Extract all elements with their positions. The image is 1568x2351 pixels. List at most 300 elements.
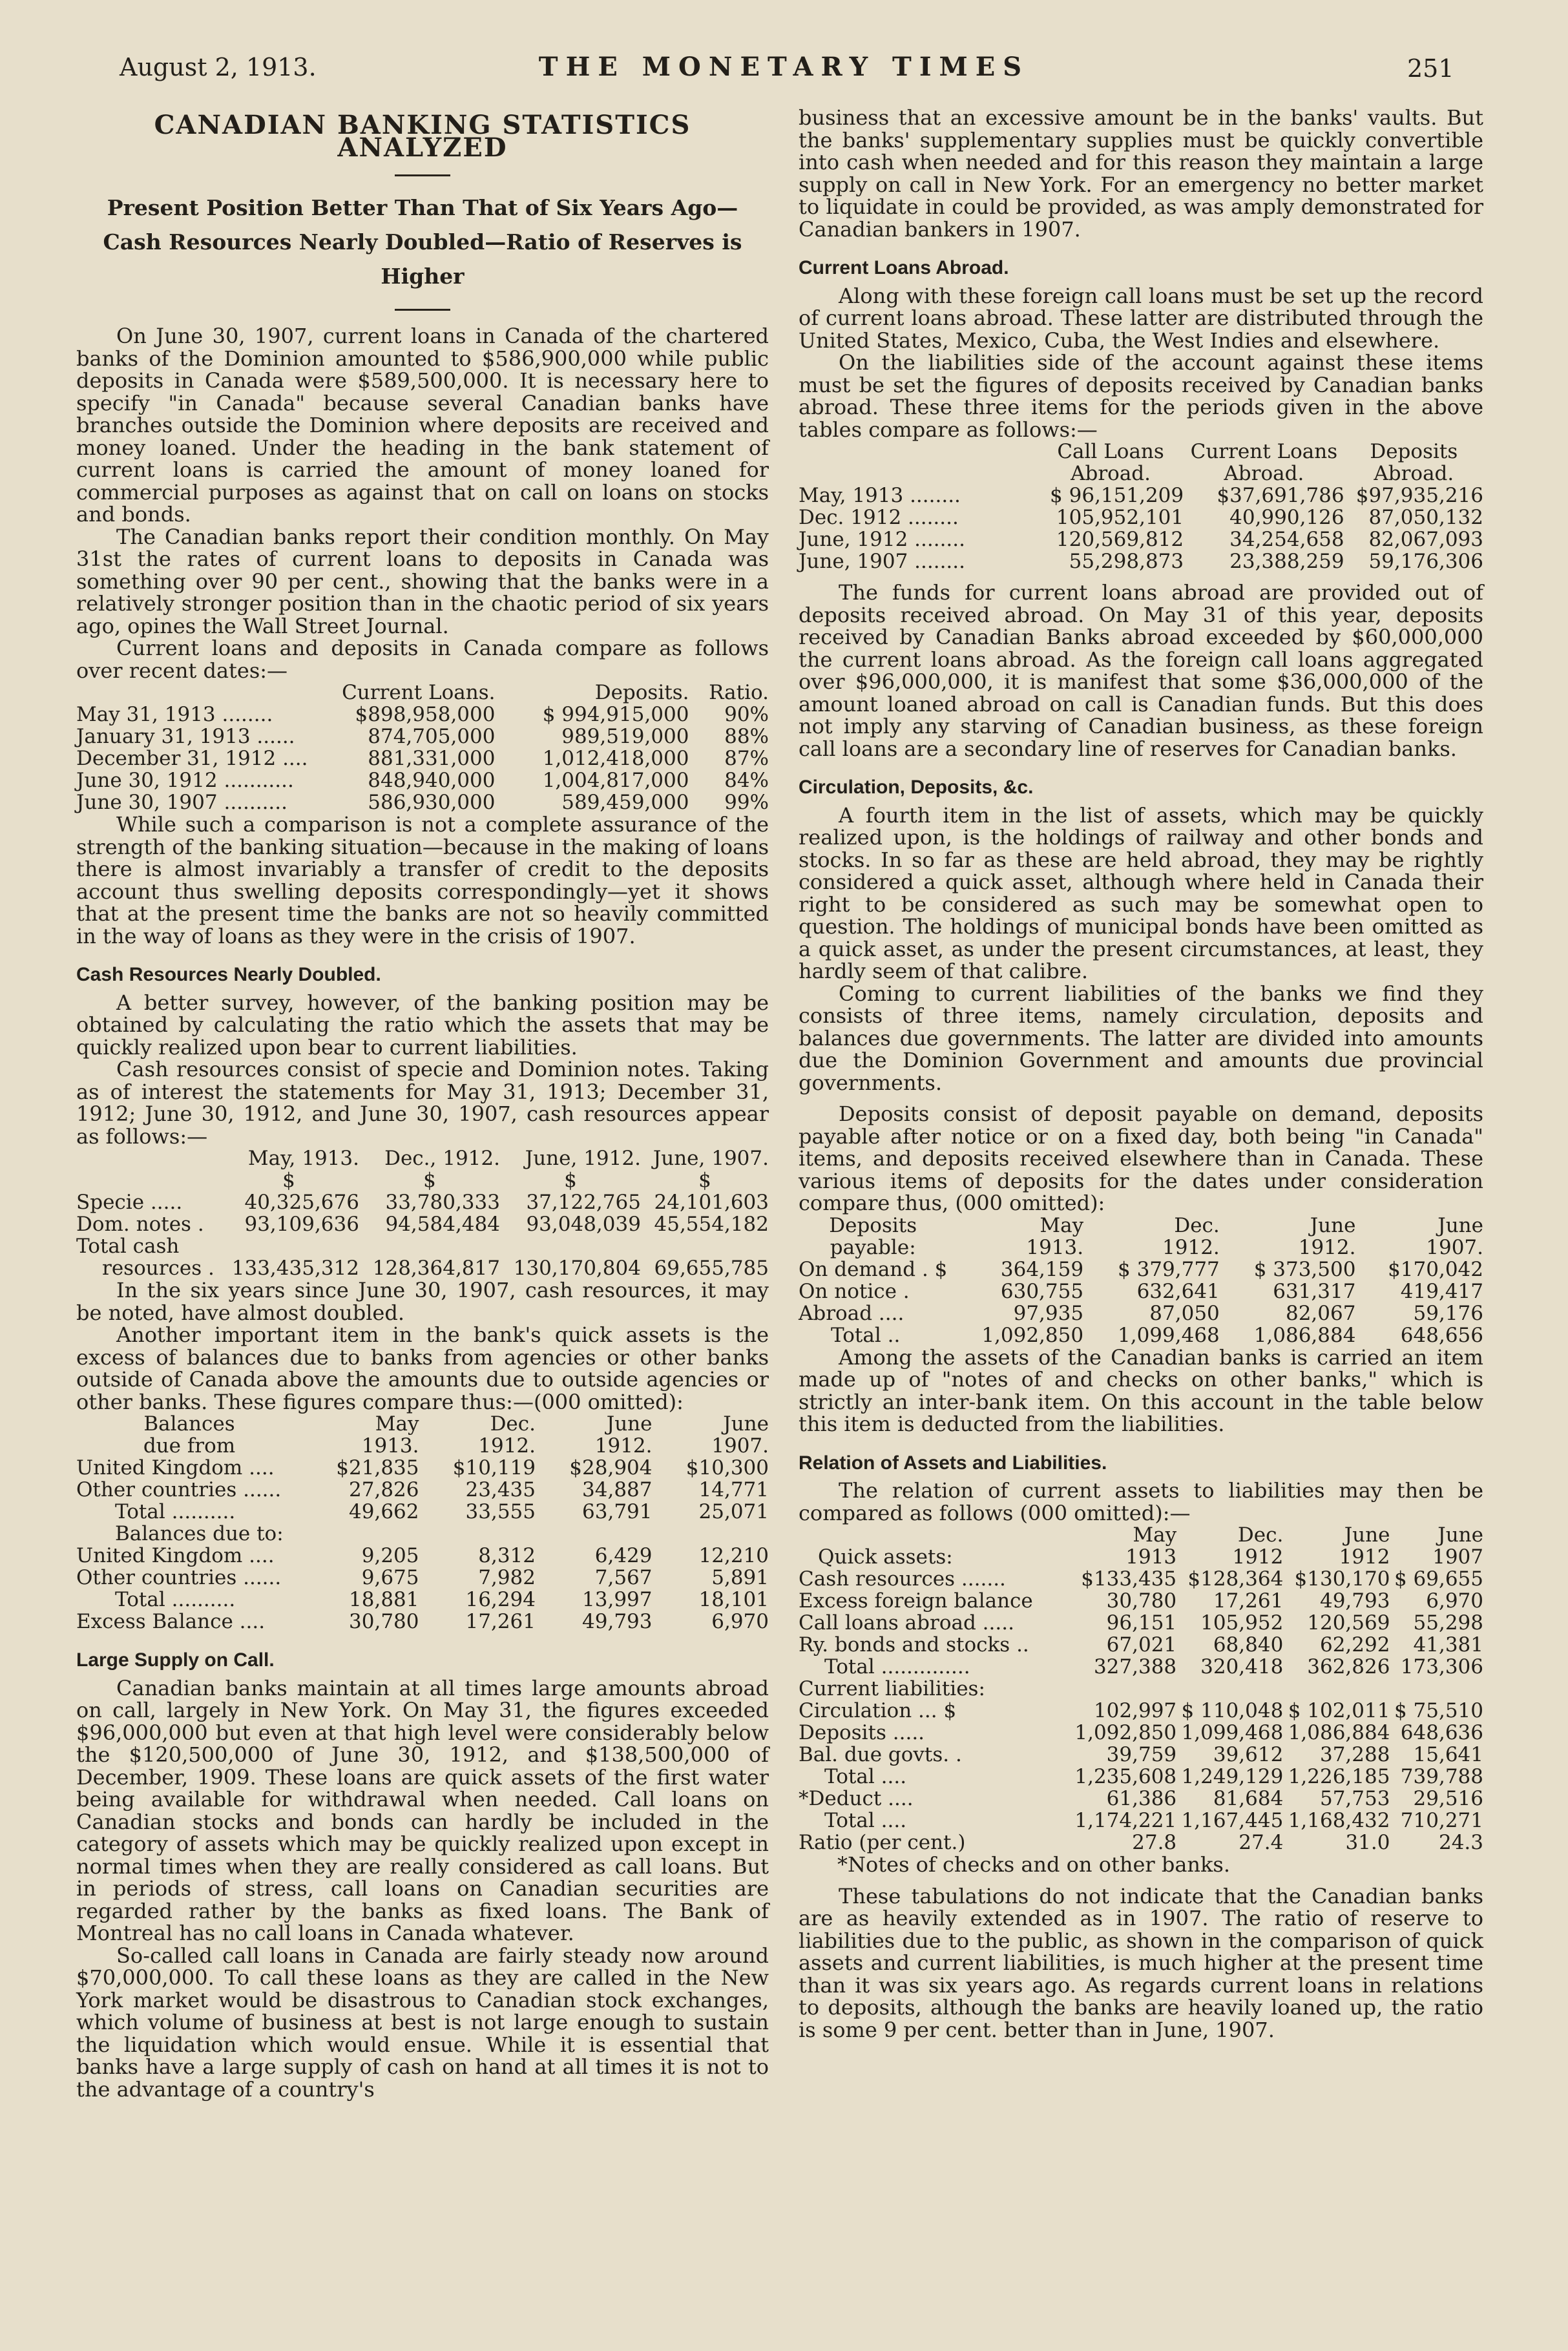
- table-cell: 59,176,306: [1368, 550, 1483, 573]
- table-cell: 29,516: [1413, 1787, 1483, 1810]
- table-cell: 59,176: [1413, 1301, 1483, 1325]
- table-cell: 18,101: [698, 1588, 769, 1611]
- paragraph: The Canadian banks report their condition monthly. On May 31st the rates of current loans to deposits in Canada was something over 90 per cent., showing that the banks were in a relatively stronger position than in the chaotic period of six years ago, opines the Wall Street Journal.: [76, 524, 769, 638]
- table-row: [799, 1656, 1483, 1678]
- table-row: [76, 1501, 769, 1523]
- right-column: [799, 107, 1483, 2041]
- table-header: 1912.: [1162, 1235, 1220, 1259]
- table-cell: 7,567: [594, 1566, 653, 1589]
- table-cell: 105,952,101: [1056, 506, 1184, 529]
- table-cell: Specie .....: [76, 1191, 183, 1214]
- paragraph: A fourth item in the list of assets, which may be quickly realized upon, is the holdings of railway and other bonds and stocks. In so far as these are held abroad, they may be rightly considered a quick asset, although where held in Canada their right to be considered as such may be somewhat open to question. The holdings of municipal bonds have been omitted as a quick asset, as under the present circumstances, at least, they hardly seem of that calibre.: [799, 802, 1483, 983]
- table-cell: December 31, 1912 ....: [76, 747, 308, 770]
- table-cell: [76, 1169, 218, 1191]
- table-cell: 133,435,312: [231, 1257, 359, 1280]
- subhead-circulation: Circulation, Deposits, &c.: [799, 777, 1034, 798]
- table-cell: Total ....: [824, 1809, 907, 1832]
- table-cell: [500, 1235, 641, 1257]
- table-header-row: [76, 1413, 769, 1435]
- table-cell: 874,705,000: [368, 725, 496, 748]
- paragraph: Deposits consist of deposit payable on demand, deposits payable after notice or on a fixed day, both being "in Canada" items, and deposits received elsewhere than in Canada. These various items of deposits for the dates under consideration compare thus, (000 omitted):: [799, 1102, 1483, 1215]
- table-cell: 27.8: [1132, 1831, 1177, 1854]
- table-cell: 37,288: [1319, 1743, 1390, 1766]
- table-header-row: [76, 682, 769, 704]
- table-header: May: [1133, 1523, 1177, 1547]
- table-cell: 23,388,259: [1229, 550, 1344, 573]
- table-cell: 648,636: [1400, 1721, 1483, 1744]
- table-row: [799, 1722, 1483, 1744]
- table-cell: [536, 1523, 653, 1545]
- table-cell: $10,119: [452, 1456, 536, 1479]
- table-header: Current Loans: [1190, 440, 1338, 463]
- paragraph: A better survey, however, of the banking position may be obtained by calculating the ratio which the assets that may be quickly realized upon bear to current liabilities.: [76, 990, 769, 1060]
- table-cell: $898,958,000: [355, 703, 496, 726]
- table-cell: 7,982: [478, 1566, 536, 1589]
- table-header: Ratio.: [709, 681, 769, 704]
- table-cell: 632,641: [1136, 1279, 1220, 1303]
- table-row: [799, 1678, 1483, 1700]
- table-cell: $: [564, 1169, 577, 1192]
- table-header: 1912: [1339, 1545, 1390, 1569]
- table-header: June: [1310, 1213, 1356, 1237]
- table-row: [799, 1302, 1483, 1324]
- subhead-abroad: Current Loans Abroad.: [799, 257, 1009, 278]
- table-header: June, 1912.: [525, 1147, 641, 1170]
- table-cell: Other countries ......: [76, 1478, 282, 1501]
- table-cell: 1,092,850: [981, 1323, 1084, 1347]
- table-cell: $130,170: [1294, 1567, 1390, 1591]
- table-cell: 1,235,608: [1074, 1765, 1177, 1788]
- table-cell: United Kingdom ....: [76, 1544, 275, 1567]
- table-cell: 1,174,221: [1074, 1809, 1177, 1832]
- table-cell: $ 373,500: [1253, 1257, 1356, 1281]
- table-row: [76, 769, 769, 791]
- table-cell: 16,294: [465, 1588, 536, 1611]
- table-cell: Total ..........: [115, 1500, 236, 1523]
- table-header: 1913.: [361, 1434, 419, 1458]
- table-cell: 31.0: [1345, 1831, 1390, 1854]
- table-cell: Balances due to:: [115, 1522, 284, 1545]
- table-header: Dec.: [1174, 1213, 1220, 1237]
- table-cell: 13,997: [582, 1588, 653, 1611]
- table-row: [76, 1457, 769, 1479]
- table-cell: 120,569: [1307, 1611, 1390, 1635]
- table-cell: 589,459,000: [561, 791, 689, 814]
- table-cell: 1,099,468: [1118, 1323, 1220, 1347]
- table-cell: 739,788: [1400, 1765, 1483, 1788]
- table-cell: 15,641: [1413, 1743, 1483, 1766]
- table-cell: June 30, 1907 ..........: [76, 791, 287, 814]
- table-row: [799, 550, 1483, 572]
- table-row: [76, 1235, 769, 1257]
- table-cell: 97,935: [1013, 1301, 1084, 1325]
- table-cell: $ 994,915,000: [542, 703, 689, 726]
- table-header: 1912.: [478, 1434, 536, 1458]
- table-cell: 17,261: [1213, 1589, 1284, 1613]
- table-row: [799, 1832, 1483, 1854]
- table-cell: 1,012,418,000: [542, 747, 689, 770]
- table-cell: $ 96,151,209: [1050, 484, 1184, 507]
- table-cell: On demand . $: [799, 1257, 948, 1281]
- table-cell: June 30, 1912 ...........: [76, 769, 294, 792]
- table-cell: $128,364: [1187, 1567, 1284, 1591]
- table-header: Current Loans.: [342, 681, 496, 704]
- table-row: [799, 1590, 1483, 1612]
- table-header: Deposits: [829, 1213, 917, 1237]
- deck-rule: [395, 309, 450, 311]
- table-cell: $ 102,011: [1288, 1699, 1390, 1722]
- table-cell: May 31, 1913 ........: [76, 703, 273, 726]
- subhead-relation: Relation of Assets and Liabilities.: [799, 1452, 1107, 1474]
- table-cell: 848,940,000: [368, 769, 496, 792]
- table-row: [799, 1324, 1483, 1346]
- table-cell: 93,109,636: [244, 1213, 359, 1236]
- table-header: Dec.: [1237, 1523, 1284, 1547]
- table-cell: 81,684: [1213, 1787, 1284, 1810]
- table-row: [76, 1567, 769, 1589]
- table-cell: 14,771: [698, 1478, 769, 1501]
- table-cell: 173,306: [1400, 1655, 1483, 1678]
- table-cell: Cash resources .......: [799, 1567, 1006, 1591]
- table-cell: 67,021: [1106, 1633, 1177, 1656]
- title-rule: [395, 174, 450, 176]
- table-cell: 9,675: [361, 1566, 419, 1589]
- table-row: [76, 747, 769, 769]
- paragraph: Cash resources consist of specie and Dominion notes. Taking as of interest the statements for May 31, 1913; December 31, 1912; June 30, 1912, and June 30, 1907, cash resources appear as follows:—: [76, 1057, 769, 1149]
- table-row: [76, 1611, 769, 1633]
- table-cell: $ 379,777: [1118, 1257, 1220, 1281]
- table-cell: 63,791: [582, 1500, 653, 1523]
- table-cell: 49,662: [349, 1500, 419, 1523]
- table-header: June: [1437, 1213, 1483, 1237]
- table-header: June, 1907.: [653, 1147, 769, 1170]
- paragraph: Current loans and deposits in Canada compare as follows over recent dates:—: [76, 636, 769, 683]
- table-cell: 57,753: [1319, 1787, 1390, 1810]
- table-row: [799, 528, 1483, 550]
- table-cell: 87,050: [1149, 1301, 1220, 1325]
- paragraph: On June 30, 1907, current loans in Canada of the chartered banks of the Dominion amounted to $586,900,000 while public deposits in Canada were $589,500,000. It is necessary here to specify "in Canada" because several Canadian banks have branches outside the Dominion where deposits are received and money loaned. Under the heading in the bank statement of current loans is carried the amount of money loaned for commercial purposes as against that on call on loans on stocks and bonds.: [76, 324, 769, 527]
- table-cell: Circulation ... $: [799, 1699, 957, 1722]
- table-cell: $ 75,510: [1394, 1699, 1483, 1722]
- table-cell: 1,249,129: [1181, 1765, 1284, 1788]
- table-cell: 49,793: [582, 1610, 653, 1633]
- table-cell: Total ..........: [115, 1588, 236, 1611]
- table-header-row: [76, 1147, 769, 1169]
- table-cell: 128,364,817: [372, 1257, 500, 1280]
- table-row: [799, 1568, 1483, 1590]
- table-header: Deposits.: [594, 681, 689, 704]
- table-header: June: [723, 1412, 769, 1436]
- table-cell: [1283, 1678, 1390, 1700]
- table-header: 1913: [1125, 1545, 1177, 1569]
- table-cell: Dec. 1912 ........: [799, 506, 959, 529]
- table-cell: 55,298,873: [1069, 550, 1184, 573]
- paragraph: These tabulations do not indicate that the Canadian banks are as heavily extended as in 1907. The ratio of reserve to liabilities due to the public, as shown in the comparison of quick assets and current liabilities, is much higher at the present time than it was six years ago. As regards current loans in relations to deposits, although the banks are heavily loaned up, the ratio is some 9 per cent. better than in June, 1907.: [799, 1883, 1483, 2042]
- paragraph: In the six years since June 30, 1907, cash resources, it may be noted, have almost doubled.: [76, 1278, 769, 1325]
- table-cell: Excess Balance ....: [76, 1610, 266, 1633]
- table-cell: 630,755: [1000, 1279, 1084, 1303]
- table-cell: 27,826: [349, 1478, 419, 1501]
- table-header: 1912.: [594, 1434, 653, 1458]
- table-cell: 99%: [724, 791, 769, 814]
- table-cell: [1390, 1678, 1483, 1700]
- table-cell: 33,780,333: [385, 1191, 500, 1214]
- table-cell: 30,780: [349, 1610, 419, 1633]
- paragraph: Canadian banks maintain at all times large amounts abroad on call, largely in New York. On May 31, the figures exceeded $96,000,000 but even at that high level were considerably below the $120,500,000 of June 30, 1912, and $138,500,000 of December, 1909. These loans are quick assets of the first water being available for withdrawal when needed. Call loans on Canadian stocks and bonds can hardly be included in the category of assets which may be quickly realized upon except in normal times when they are really considered as call loans. But in periods of stress, call loans on Canadian securities are regarded rather by the banks as fixed loans. The Bank of Montreal has no call loans in Canada whatever.: [76, 1675, 769, 1945]
- table-cell: 39,759: [1106, 1743, 1177, 1766]
- paragraph: Another important item in the bank's quick assets is the excess of balances due to banks from agencies or other banks outside of Canada above the amounts due to outside agencies or other banks. These figures compare thus:—(000 omitted):: [76, 1322, 769, 1414]
- table-row: [76, 1213, 769, 1235]
- table-cell: 69,655,785: [654, 1257, 769, 1280]
- table-cell: Call loans abroad .....: [799, 1611, 1014, 1635]
- table-header-row: [799, 1237, 1483, 1259]
- table-header: Abroad.: [1374, 462, 1454, 485]
- table-header: Dec., 1912.: [384, 1147, 500, 1170]
- paragraph: The relation of current assets to liabilities may then be compared as follows (000 omitted):—: [799, 1478, 1483, 1525]
- table-header: 1907: [1432, 1545, 1483, 1569]
- table-cell: Current liabilities:: [799, 1677, 985, 1700]
- table-cell: $ 110,048: [1181, 1699, 1284, 1722]
- table-cell: 6,970: [711, 1610, 769, 1633]
- table-cell: 93,048,039: [526, 1213, 641, 1236]
- table-cell: 34,887: [582, 1478, 653, 1501]
- table-header: Deposits: [1370, 440, 1458, 463]
- table-header: May: [1040, 1213, 1084, 1237]
- table-row: [799, 1744, 1483, 1766]
- cash-resources-table: [76, 1147, 769, 1279]
- table-header: [799, 463, 1038, 485]
- table-cell: United Kingdom ....: [76, 1456, 275, 1479]
- table-header: Abroad.: [1071, 462, 1151, 485]
- table-cell: [302, 1523, 419, 1545]
- table-row: [799, 1788, 1483, 1810]
- table-header-row: [799, 463, 1483, 485]
- table-header: May: [375, 1412, 419, 1436]
- table-cell: Deposits .....: [799, 1721, 925, 1744]
- table-cell: 102,997: [1093, 1699, 1177, 1722]
- table-cell: Total ....: [824, 1765, 907, 1788]
- table-cell: 327,388: [1093, 1655, 1177, 1678]
- table-header: Dec.: [490, 1412, 536, 1436]
- table-header-row: [799, 1546, 1483, 1568]
- table-cell: [359, 1235, 500, 1257]
- table-header: 1912: [1232, 1545, 1284, 1569]
- table-cell: Total cash: [76, 1235, 180, 1258]
- table-cell: 1,099,468: [1181, 1721, 1284, 1744]
- table-cell: 30,780: [1106, 1589, 1177, 1613]
- table-row: [76, 1479, 769, 1501]
- table-cell: [218, 1235, 359, 1257]
- page-number: 251: [1407, 54, 1454, 83]
- table-row: [76, 1523, 769, 1545]
- table-row: [799, 1259, 1483, 1280]
- paragraph: business that an excessive amount be in the banks' vaults. But the banks' supplementary supplies must be quickly convertible into cash when needed and for this reason they maintain a large supply on call in New York. For an emergency no better market to liquidate in could be provided, as was amply demonstrated for Canadian bankers in 1907.: [799, 105, 1483, 242]
- paragraph: The funds for current loans abroad are provided out of deposits received abroad. On May 31 of this year, deposits received by Canadian Banks abroad exceeded by $60,000,000 the current loans abroad. As the foreign call loans aggregated over $96,000,000, it is manifest that some $36,000,000 of the amount loaned abroad on call is Canadian funds. But this does not imply any starving of Canadian business, as these foreign call loans are a secondary line of reserves for Canadian banks.: [799, 580, 1483, 761]
- table-cell: Ry. bonds and stocks ..: [799, 1633, 1029, 1656]
- table-cell: $21,835: [336, 1456, 419, 1479]
- table-cell: 989,519,000: [561, 725, 689, 748]
- table-cell: 586,930,000: [368, 791, 496, 814]
- table-cell: 12,210: [698, 1544, 769, 1567]
- masthead: THE MONETARY TIMES: [538, 52, 1030, 82]
- table-cell: $170,042: [1388, 1257, 1483, 1281]
- table-cell: 49,793: [1319, 1589, 1390, 1613]
- table-header: Call Loans: [1057, 440, 1164, 463]
- table-row: [799, 485, 1483, 507]
- table-row: [76, 1589, 769, 1611]
- table-header-row: [799, 1215, 1483, 1237]
- table-cell: 27.4: [1239, 1831, 1284, 1854]
- table-header-row: [76, 1435, 769, 1457]
- table-cell: 87,050,132: [1368, 506, 1483, 529]
- table-cell: 1,168,432: [1288, 1809, 1390, 1832]
- table-cell: 320,418: [1200, 1655, 1284, 1678]
- table-header: [799, 441, 1038, 463]
- table-row: [76, 791, 769, 813]
- table-cell: Total ..............: [824, 1655, 970, 1678]
- table-header: payable:: [830, 1235, 916, 1259]
- table-cell: Total ..: [831, 1323, 901, 1347]
- table-cell: 62,292: [1319, 1633, 1390, 1656]
- table-cell: 1,086,884: [1288, 1721, 1390, 1744]
- table-cell: 25,071: [698, 1500, 769, 1523]
- paragraph: Coming to current liabilities of the banks we find they consists of three items, namely circulation, deposits and balances due governments. The latter are divided into amounts due the Dominion Government and amounts due provincial governments.: [799, 981, 1483, 1095]
- page-header: [0, 45, 1568, 90]
- table-cell: 8,312: [478, 1544, 536, 1567]
- table-cell: 34,254,658: [1229, 528, 1344, 551]
- table-cell: 82,067,093: [1368, 528, 1483, 551]
- deposits-table: [799, 1215, 1483, 1346]
- table-footnote: *Notes of checks and on other banks.: [837, 1852, 1230, 1877]
- table-cell: 881,331,000: [368, 747, 496, 770]
- table-cell: $28,904: [569, 1456, 653, 1479]
- table-cell: 68,840: [1213, 1633, 1284, 1656]
- table-cell: June, 1912 ........: [799, 528, 965, 551]
- table-header: June: [606, 1412, 653, 1436]
- table-cell: 24.3: [1438, 1831, 1483, 1854]
- table-cell: *Deduct ....: [799, 1787, 914, 1810]
- table-cell: 1,167,445: [1181, 1809, 1284, 1832]
- table-header: [76, 682, 308, 704]
- table-row: [76, 1191, 769, 1213]
- table-header-row: [799, 1524, 1483, 1546]
- paragraph: Along with these foreign call loans must be set up the record of current loans abroad. These latter are distributed through the United States, Mexico, Cuba, the West Indies and elsewhere.: [799, 283, 1483, 353]
- table-cell: 84%: [724, 769, 769, 792]
- table-row: [799, 1612, 1483, 1634]
- table-cell: 39,612: [1213, 1743, 1284, 1766]
- table-cell: $37,691,786: [1217, 484, 1344, 507]
- article-deck: Present Position Better Than That of Six Years Ago—Cash Resources Nearly Doubled—Ratio of Reserves is Higher: [103, 195, 742, 289]
- table-cell: [419, 1523, 536, 1545]
- table-header: June: [1344, 1523, 1390, 1547]
- table-cell: $ 69,655: [1394, 1567, 1483, 1591]
- table-header: Quick assets:: [818, 1545, 953, 1569]
- table-cell: 1,086,884: [1253, 1323, 1356, 1347]
- table-cell: 5,891: [711, 1566, 769, 1589]
- table-cell: 88%: [724, 725, 769, 748]
- table-cell: [1176, 1678, 1283, 1700]
- table-cell: 1,092,850: [1074, 1721, 1177, 1744]
- table-cell: 6,429: [594, 1544, 653, 1567]
- table-cell: $: [282, 1169, 295, 1192]
- table-cell: May, 1913 ........: [799, 484, 961, 507]
- paragraph: So-called call loans in Canada are fairly steady now around $70,000,000. To call these loans as they are called in the New York market would be disastrous to Canadian stock exchanges, which volume of business at best is not large enough to sustain the liquidation which would ensue. While it is essential that banks have a large supply of cash on hand at all times it is not to the advantage of a country's: [76, 1943, 769, 2102]
- table-cell: 55,298: [1413, 1611, 1483, 1635]
- table-header: June: [1437, 1523, 1483, 1547]
- table-row: [76, 704, 769, 726]
- table-cell: [1070, 1678, 1176, 1700]
- table-cell: 1,004,817,000: [542, 769, 689, 792]
- table-cell: [653, 1523, 769, 1545]
- table-cell: $10,300: [685, 1456, 769, 1479]
- table-header-row: [799, 441, 1483, 463]
- table-header: 1907.: [711, 1434, 769, 1458]
- subhead-call: Large Supply on Call.: [76, 1649, 275, 1671]
- table-header: [76, 1147, 218, 1169]
- table-cell: 23,435: [465, 1478, 536, 1501]
- paragraph: Among the assets of the Canadian banks is carried an item made up of "notes of and checks on other banks," which is strictly an inter-bank item. On this account in the table below this item is deducted from the liabilities.: [799, 1344, 1483, 1436]
- table-row: [76, 1545, 769, 1567]
- table-cell: $133,435: [1081, 1567, 1177, 1591]
- table-cell: January 31, 1913 ......: [76, 725, 295, 748]
- table-row: [799, 507, 1483, 528]
- table-cell: 105,952: [1200, 1611, 1284, 1635]
- left-column: [76, 107, 769, 2100]
- table-cell: Other countries ......: [76, 1566, 282, 1589]
- table-cell: 648,656: [1400, 1323, 1483, 1347]
- table-cell: 1,226,185: [1288, 1765, 1390, 1788]
- article-title: CANADIAN BANKING STATISTICS ANALYZED: [154, 110, 691, 163]
- table-cell: resources .: [102, 1257, 214, 1280]
- paragraph: On the liabilities side of the account against these items must be set the figures of deposits received by Canadian banks abroad. These three items for the periods given in the above tables compare as follows:—: [799, 350, 1483, 442]
- table-cell: $: [423, 1169, 436, 1192]
- table-cell: 364,159: [1000, 1257, 1084, 1281]
- table-cell: 94,584,484: [385, 1213, 500, 1236]
- table-cell: 120,569,812: [1056, 528, 1184, 551]
- table-cell: June, 1907 ........: [799, 550, 965, 573]
- table-cell: Bal. due govts. .: [799, 1743, 962, 1766]
- relation-table: [799, 1524, 1483, 1854]
- table-row: [799, 1766, 1483, 1788]
- loans-deposits-table: [76, 682, 769, 813]
- table-cell: 9,205: [361, 1544, 419, 1567]
- table-row: [76, 1257, 769, 1279]
- table-cell: On notice .: [799, 1279, 910, 1303]
- table-cell: 362,826: [1307, 1655, 1390, 1678]
- table-cell: $: [698, 1169, 711, 1192]
- table-cell: [641, 1235, 769, 1257]
- table-row: [799, 1634, 1483, 1656]
- subhead-cash: Cash Resources Nearly Doubled.: [76, 964, 381, 985]
- table-cell: Ratio (per cent.): [799, 1831, 966, 1854]
- issue-date: August 2, 1913.: [120, 53, 317, 81]
- paragraph: While such a comparison is not a complete assurance of the strength of the banking situation—because in the making of loans there is almost invariably a transfer of credit to the deposits account thus swelling deposits correspondingly—yet it shows that at the present time the banks are not so heavily committed in the way of loans as they were in the crisis of 1907.: [76, 812, 769, 948]
- balances-table: [76, 1413, 769, 1633]
- table-cell: 6,970: [1426, 1589, 1483, 1613]
- table-cell: 18,881: [349, 1588, 419, 1611]
- table-cell: 130,170,804: [513, 1257, 641, 1280]
- table-cell: 17,261: [465, 1610, 536, 1633]
- table-cell: $97,935,216: [1355, 484, 1483, 507]
- table-cell: 87%: [724, 747, 769, 770]
- table-header: Balances: [143, 1412, 235, 1436]
- table-cell: 61,386: [1106, 1787, 1177, 1810]
- table-cell: 82,067: [1285, 1301, 1356, 1325]
- table-header: 1913.: [1026, 1235, 1084, 1259]
- table-row: [799, 1280, 1483, 1302]
- table-cell: 40,990,126: [1229, 506, 1344, 529]
- table-cell: 90%: [724, 703, 769, 726]
